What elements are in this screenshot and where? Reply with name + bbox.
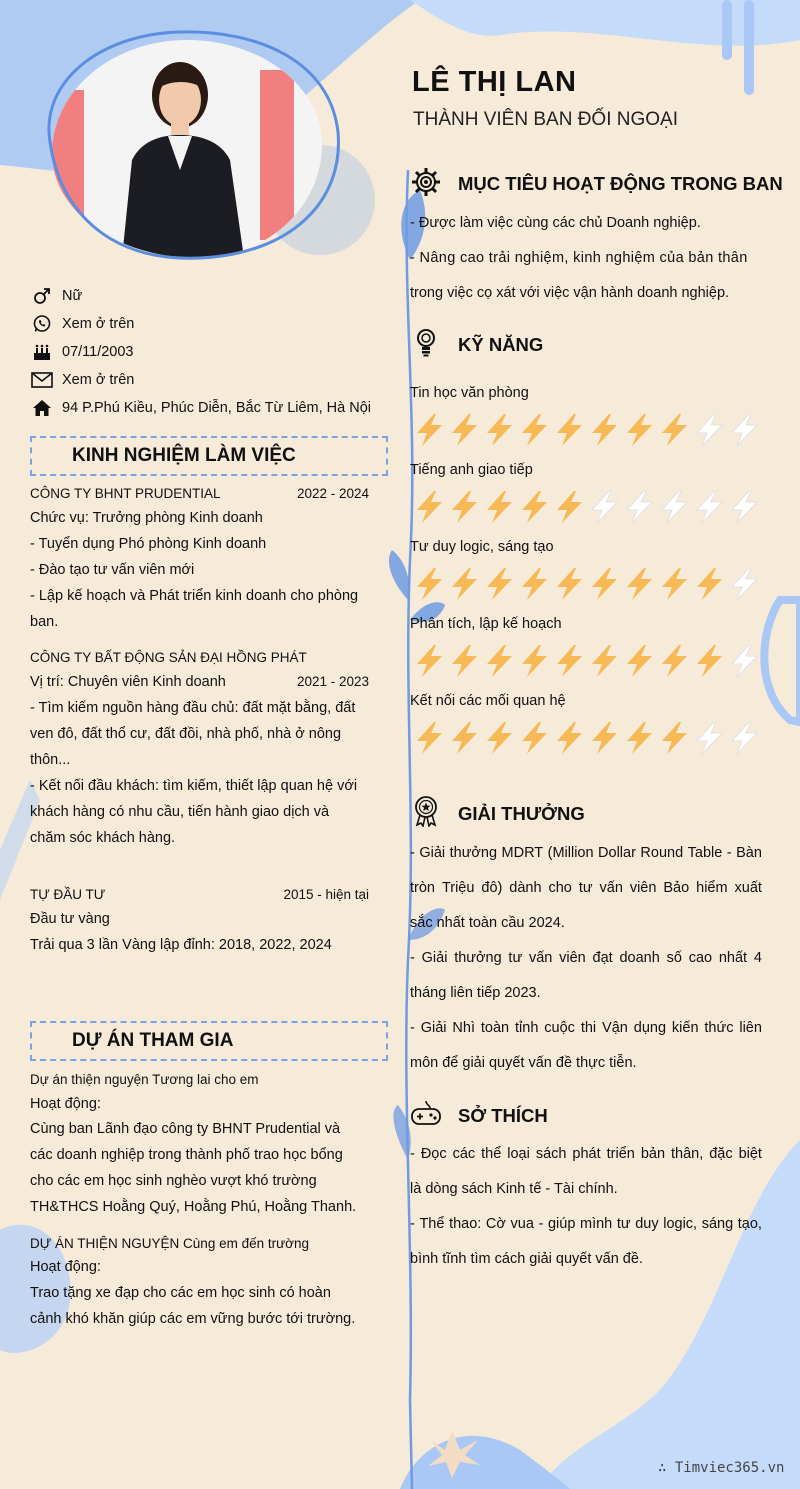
award-line: - Giải thưởng MDRT (Million Dollar Round Table - Bàn <box>410 845 762 861</box>
bolt-filled-icon <box>517 489 552 525</box>
skill-rating <box>412 489 762 525</box>
bolt-filled-icon <box>447 412 482 448</box>
objective-line: trong việc cọ xát với việc vận hành doanh nghiệp. <box>410 285 730 301</box>
bolt-filled-icon <box>657 412 692 448</box>
job-line: Vị trí: Chuyên viên Kinh doanh <box>30 674 226 690</box>
contact-email: Xem ở trên <box>30 368 134 392</box>
skill-name: Phân tích, lập kế hoạch <box>410 616 562 632</box>
hobby-line: là dòng sách Kinh tế - Tài chính. <box>410 1181 618 1197</box>
project-line: Trao tặng xe đạp cho các em học sinh có hoàn <box>30 1285 331 1301</box>
awards-heading: GIẢI THƯỞNG <box>458 803 585 824</box>
skill-rating <box>412 412 762 448</box>
birthday-cake-icon <box>30 341 54 363</box>
job-line: - Tìm kiếm nguồn hàng đầu chủ: đất mặt bằng, đất <box>30 700 356 716</box>
gear-icon <box>410 166 442 198</box>
bolt-filled-icon <box>692 643 727 679</box>
hobbies-heading: SỞ THÍCH <box>458 1105 548 1126</box>
bolt-filled-icon <box>587 566 622 602</box>
bolt-filled-icon <box>447 643 482 679</box>
bolt-filled-icon <box>587 643 622 679</box>
bolt-filled-icon <box>692 566 727 602</box>
bolt-filled-icon <box>412 489 447 525</box>
bolt-filled-icon <box>517 412 552 448</box>
job-line: - Tuyển dụng Phó phòng Kinh doanh <box>30 536 267 552</box>
skill-name: Tiếng anh giao tiếp <box>410 462 533 478</box>
bolt-filled-icon <box>517 720 552 756</box>
bolt-empty-icon <box>727 720 762 756</box>
candidate-name: LÊ THỊ LAN <box>412 66 577 98</box>
award-line: tháng liên tiếp 2023. <box>410 985 541 1001</box>
contact-gender: Nữ <box>30 284 82 308</box>
bolt-empty-icon <box>587 489 622 525</box>
phone-icon <box>30 313 54 335</box>
bolt-empty-icon <box>692 412 727 448</box>
skills-heading: KỸ NĂNG <box>458 334 544 355</box>
bolt-empty-icon <box>727 489 762 525</box>
objective-line: - Được làm việc cùng các chủ Doanh nghiệp. <box>410 215 701 231</box>
project-line: Hoạt động: <box>30 1096 101 1112</box>
bolt-filled-icon <box>412 720 447 756</box>
job-company: TỰ ĐẦU TƯ <box>30 887 106 902</box>
hobby-line: - Đọc các thể loại sách phát triển bản thân, đặc biệt <box>410 1146 762 1162</box>
skill-name: Tin học văn phòng <box>410 385 529 401</box>
hobby-line: bình tĩnh tìm cách giải quyết vấn đề. <box>410 1251 643 1267</box>
skill-rating <box>412 643 762 679</box>
contact-birthday: 07/11/2003 <box>30 340 134 364</box>
job-period: 2021 - 2023 <box>296 674 369 689</box>
bolt-filled-icon <box>412 412 447 448</box>
job-period: 2022 - 2024 <box>296 486 369 501</box>
project-line: TH&THCS Hoằng Quý, Hoằng Phú, Hoằng Thanh. <box>30 1199 357 1215</box>
bolt-filled-icon <box>622 643 657 679</box>
skill-name: Tư duy logic, sáng tạo <box>410 539 554 555</box>
project-line: Cùng ban Lãnh đạo công ty BHNT Prudential và <box>30 1121 341 1137</box>
project-name: Dự án thiện nguyện Tương lai cho em <box>30 1072 259 1087</box>
objective-heading: MỤC TIÊU HOẠT ĐỘNG TRONG BAN <box>458 173 783 194</box>
bolt-empty-icon <box>692 720 727 756</box>
skill-rating <box>412 566 762 602</box>
lightbulb-icon <box>410 326 442 358</box>
job-line: Chức vụ: Trưởng phòng Kinh doanh <box>30 510 263 526</box>
job-line: chăm sóc khách hàng. <box>30 830 176 846</box>
award-line: - Giải Nhì toàn tỉnh cuộc thi Vận dụng kiến thức liên <box>410 1020 762 1036</box>
job-line: khách hàng có nhu cầu, tiến hành giao dịch và <box>30 804 330 820</box>
project-line: các doanh nghiệp trong thành phố trao học bổng <box>30 1147 343 1163</box>
bolt-filled-icon <box>552 412 587 448</box>
award-line: sắc nhất toàn cầu 2024. <box>410 915 565 931</box>
bolt-empty-icon <box>727 566 762 602</box>
brand-watermark: ∴ Timviec365.vn <box>658 1460 785 1476</box>
award-line: tròn Triệu đô) dành cho tư vấn viên Bảo hiểm xuất <box>410 880 762 896</box>
job-period: 2015 - hiện tại <box>283 887 369 902</box>
project-line: cảnh khó khăn giúp các em vững bước tới trường. <box>30 1311 356 1327</box>
job-line: Trải qua 3 lần Vàng lập đỉnh: 2018, 2022, 2024 <box>30 937 332 953</box>
skill-name: Kết nối các mối quan hệ <box>410 693 566 709</box>
bolt-filled-icon <box>517 643 552 679</box>
contact-address: 94 P.Phú Kiều, Phúc Diễn, Bắc Từ Liêm, Hà Nội <box>30 396 371 420</box>
gamepad-icon <box>410 1097 442 1129</box>
bolt-filled-icon <box>447 720 482 756</box>
bolt-filled-icon <box>622 720 657 756</box>
job-line: - Lập kế hoạch và Phát triển kinh doanh cho phòng <box>30 588 359 604</box>
experience-heading: KINH NGHIỆM LÀM VIỆC <box>30 436 388 476</box>
bolt-filled-icon <box>552 566 587 602</box>
award-line: - Giải thưởng tư vấn viên đạt doanh số cao nhất 4 <box>410 950 762 966</box>
gender-icon <box>30 285 54 307</box>
bolt-empty-icon <box>727 643 762 679</box>
bolt-filled-icon <box>447 566 482 602</box>
job-line: ven đô, đất thổ cư, đất đồi, nhà phố, nhà ở nông <box>30 726 342 742</box>
project-name: DỰ ÁN THIỆN NGUYỆN Cùng em đến trường <box>30 1236 310 1251</box>
bolt-filled-icon <box>482 489 517 525</box>
bolt-filled-icon <box>587 412 622 448</box>
projects-heading: DỰ ÁN THAM GIA <box>30 1021 388 1061</box>
home-icon <box>30 397 54 419</box>
bolt-empty-icon <box>622 489 657 525</box>
bolt-filled-icon <box>622 412 657 448</box>
job-line: - Kết nối đầu khách: tìm kiếm, thiết lập quan hệ với <box>30 778 358 794</box>
job-line: - Đào tạo tư vấn viên mới <box>30 562 195 578</box>
job-line: thôn... <box>30 752 71 768</box>
hobby-line: - Thể thao: Cờ vua - giúp mình tư duy logic, sáng tạo, <box>410 1216 762 1232</box>
bolt-filled-icon <box>412 643 447 679</box>
bolt-empty-icon <box>657 489 692 525</box>
job-line: ban. <box>30 614 59 630</box>
skill-rating <box>412 720 762 756</box>
medal-icon <box>410 795 442 827</box>
bolt-filled-icon <box>657 643 692 679</box>
job-company: CÔNG TY BẤT ĐỘNG SẢN ĐẠI HỒNG PHÁT <box>30 650 307 665</box>
bolt-filled-icon <box>552 489 587 525</box>
bolt-filled-icon <box>552 720 587 756</box>
bolt-filled-icon <box>657 720 692 756</box>
bolt-filled-icon <box>517 566 552 602</box>
project-line: Hoạt động: <box>30 1259 101 1275</box>
photo-frame <box>30 22 342 262</box>
bolt-filled-icon <box>587 720 622 756</box>
bolt-filled-icon <box>482 412 517 448</box>
bolt-filled-icon <box>482 643 517 679</box>
job-company: CÔNG TY BHNT PRUDENTIAL <box>30 486 221 501</box>
bolt-filled-icon <box>482 566 517 602</box>
bolt-filled-icon <box>552 643 587 679</box>
bolt-empty-icon <box>692 489 727 525</box>
bolt-filled-icon <box>447 489 482 525</box>
bolt-filled-icon <box>482 720 517 756</box>
bolt-empty-icon <box>727 412 762 448</box>
bolt-filled-icon <box>657 566 692 602</box>
project-line: cho các em học sinh nghèo vượt khó trường <box>30 1173 317 1189</box>
mail-icon <box>30 369 54 391</box>
candidate-role: THÀNH VIÊN BAN ĐỐI NGOẠI <box>413 109 678 130</box>
job-line: Đầu tư vàng <box>30 911 110 927</box>
bolt-filled-icon <box>622 566 657 602</box>
bolt-filled-icon <box>412 566 447 602</box>
objective-line: - Nâng cao trải nghiệm, kinh nghiệm của bản thân <box>410 250 748 266</box>
contact-phone: Xem ở trên <box>30 312 134 336</box>
award-line: môn để giải quyết vấn đề thực tiễn. <box>410 1055 637 1071</box>
